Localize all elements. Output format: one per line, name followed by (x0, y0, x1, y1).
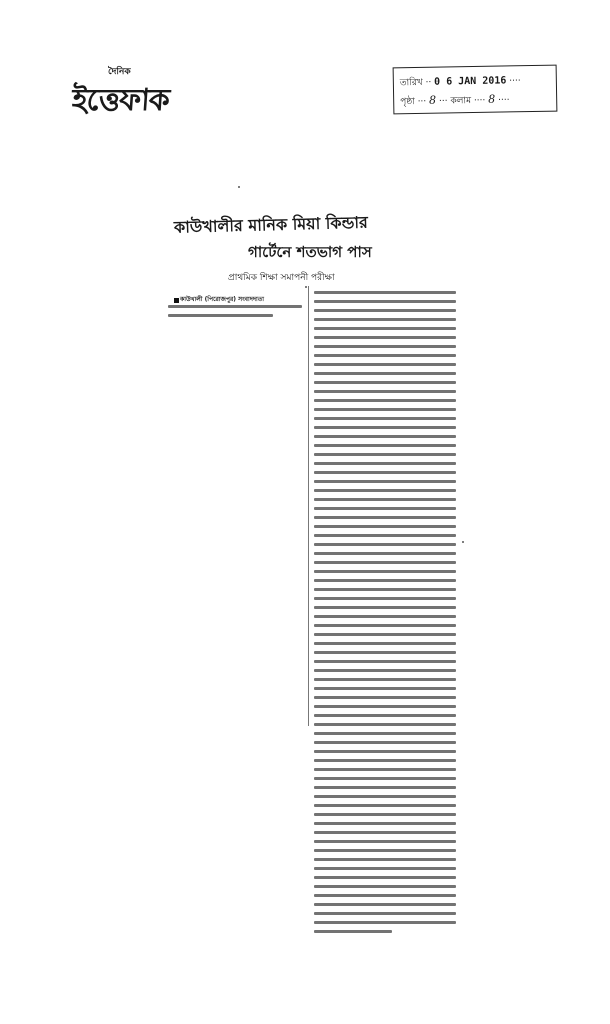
stamp-date-label: তারিখ (399, 77, 423, 89)
stamp-page-value: 8 (428, 93, 437, 107)
newspaper-masthead (72, 64, 197, 120)
article-column-left (168, 291, 302, 323)
news-clipping (168, 212, 456, 817)
stamp-column-label: কলাম (450, 96, 472, 107)
column-divider (308, 286, 309, 726)
stamp-page-label: পৃষ্ঠা (400, 97, 415, 108)
article-subheadline: প্রাথমিক শিক্ষা সমাপনী পরীক্ষা (228, 273, 335, 283)
masthead-title: ইত্তেফাক (70, 83, 171, 118)
stamp-page-row: পৃষ্ঠা ··· 8 ··· কলাম ···· 8 ···· (400, 92, 510, 108)
masthead-daily-label: দৈনিক (108, 67, 131, 77)
clipping-date-stamp (393, 65, 558, 115)
stamp-date-value: 0 6 JAN 2016 (434, 75, 507, 88)
scan-speck (462, 541, 464, 543)
article-headline-line1: কাউখালীর মানিক মিয়া কিন্ডার (173, 212, 369, 237)
article-column-right (314, 291, 456, 939)
article-dateline: কাউখালী (পিরোজপুর) সংবাদদাতা (180, 296, 265, 303)
stamp-column-value: 8 (488, 92, 496, 106)
article-headline-line2: গার্টেনে শতভাগ পাস (248, 243, 372, 261)
scan-speck (238, 186, 240, 188)
stamp-date-row: তারিখ ·· 0 6 JAN 2016 ···· (399, 75, 521, 89)
